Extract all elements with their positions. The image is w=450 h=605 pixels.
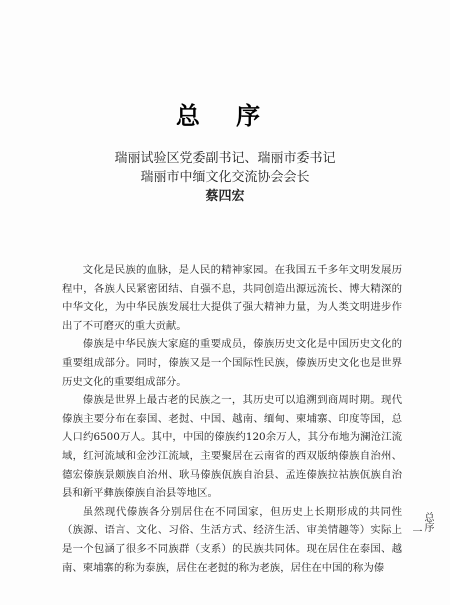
- paragraph: 文化是民族的血脉，是人民的精神家园。在我国五千多年文明发展历程中，各族人民紧密团结、自强不息，共同创造出源远流长、博大精深的中华文化，为中华民族发展壮大提供了强大精神力量，为人类文明进步作出了不可磨灭的重大贡献。: [62, 264, 402, 332]
- author-block: [0, 149, 450, 206]
- paragraph: 傣族是中华民族大家庭的重要成员，傣族历史文化是中国历史文化的重要组成部分。同时，傣族又是一个国际性民族，傣族历史文化也是世界历史文化的重要组成部分。: [62, 338, 402, 388]
- body-text: [62, 261, 402, 577]
- paragraph: 傣族是世界上最古老的民族之一，其历史可以追溯到商周时期。现代傣族主要分布在泰国、老挝、中国、越南、缅甸、柬埔寨、印度等国，总人口约6500万人。其中，中国的傣族约120余万人，其分布地为澜沧江流域，红河流域和金沙江流域，主要聚居在云南省的西双版纳傣族自治州、德宏傣族景颇族自治州、耿马傣族佤族自治县、孟连傣族拉祜族佤族自治县和新平彝族傣族自治县等地区。: [62, 394, 402, 500]
- author-title-line-2: 瑞丽市中缅文化交流协会会长: [140, 170, 310, 185]
- page-title: 总 序: [175, 101, 275, 130]
- author-name: 蔡四宏: [205, 189, 245, 204]
- running-header: [410, 512, 433, 536]
- section-label: 总序: [422, 512, 433, 532]
- page-number: 一: [410, 526, 421, 536]
- author-title-line-1: 瑞丽试验区党委副书记、瑞丽市委书记: [114, 151, 336, 166]
- paragraph: 虽然现代傣族各分别居住在不同国家，但历史上长期形成的共同性（族源、语言、文化、习俗、生活方式、经济生活、审美情趣等）实际上是一个包涵了很多不同族群（支系）的民族共同体。现在居住在泰国、越南、柬埔寨的称为泰族，居住在老挝的称为老族，居住在中国的称为傣: [62, 505, 402, 574]
